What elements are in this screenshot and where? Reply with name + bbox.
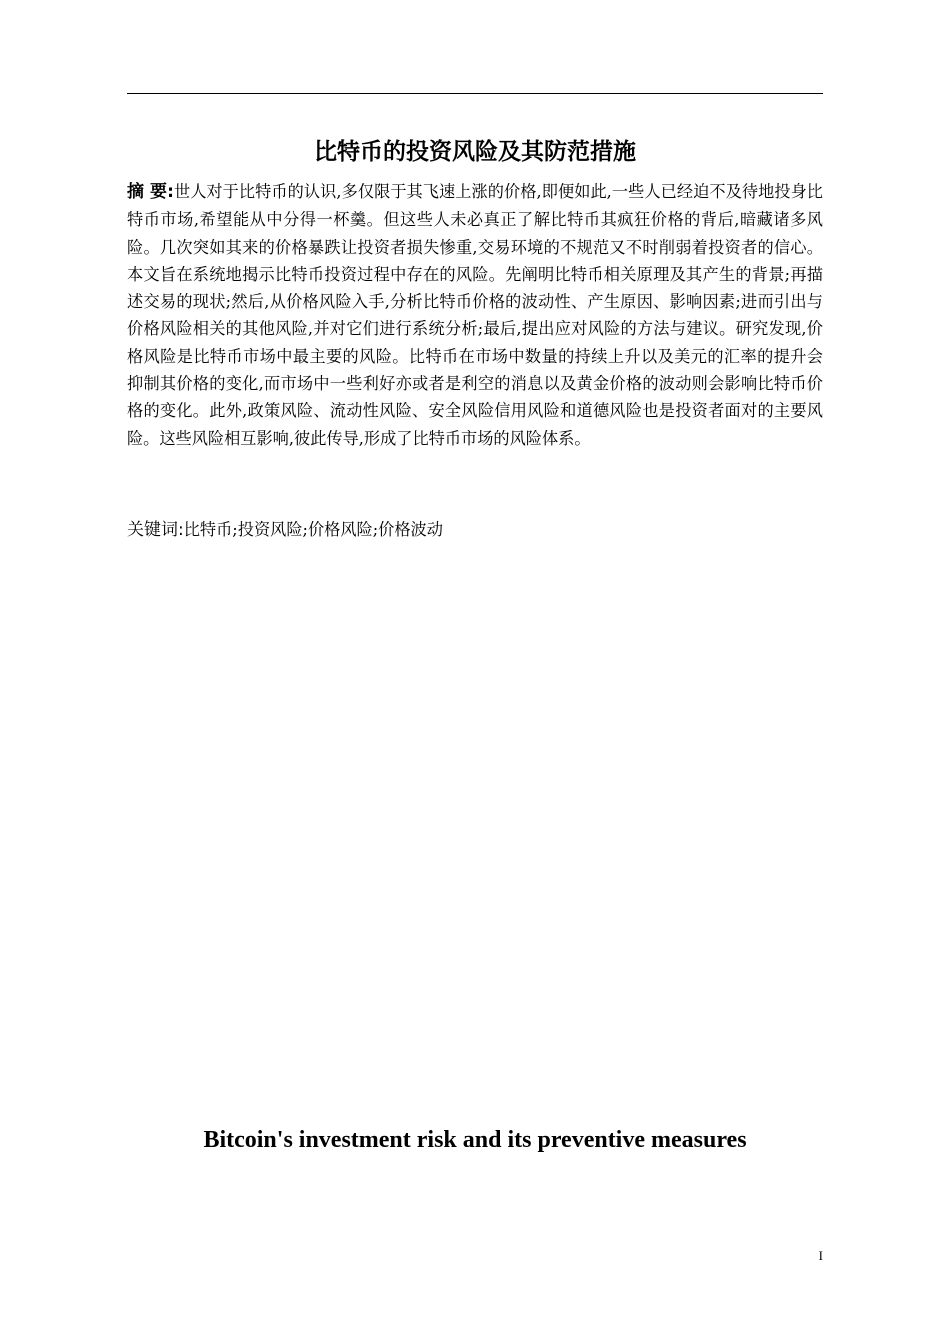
english-title: Bitcoin's investment risk and its preventive measures	[203, 1127, 747, 1153]
keywords-line	[127, 516, 823, 544]
abstract-paragraph	[127, 178, 823, 452]
keywords-label: 关键词:	[127, 520, 184, 540]
keywords-text: 比特币;投资风险;价格风险;价格波动	[183, 520, 443, 539]
chinese-title: 比特币的投资风险及其防范措施	[314, 139, 636, 165]
page-number: I	[818, 1248, 823, 1263]
abstract-label: 摘 要:	[127, 182, 174, 202]
abstract-text: 世人对于比特币的认识,多仅限于其飞速上涨的价格,即便如此,一些人已经迫不及待地投身比特币市场,希望能从中分得一杯羹。但这些人未必真正了解比特币其疯狂价格的背后,暗藏诸多风险。几次突如其来的价格暴跌让投资者损失惨重,交易环境的不规范又不时削弱着投资者的信心。本文旨在系统地揭示比特币投资过程中存在的风险。先阐明比特币相关原理及其产生的背景;再描述交易的现状;然后,从价格风险入手,分析比特币价格的波动性、产生原因、影响因素;进而引出与价格风险相关的其他风险,并对它们进行系统分析;最后,提出应对风险的方法与建议。研究发现,价格风险是比特币市场中最主要的风险。比特币在市场中数量的持续上升以及美元的汇率的提升会抑制其价格的变化,而市场中一些利好亦或者是利空的消息以及黄金价格的波动则会影响比特币价格的变化。此外,政策风险、流动性风险、安全风险信用风险和道德风险也是投资者面对的主要风险。这些风险相互影响,彼此传导,形成了比特币市场的风险体系。	[127, 182, 823, 448]
header-rule	[127, 93, 823, 94]
